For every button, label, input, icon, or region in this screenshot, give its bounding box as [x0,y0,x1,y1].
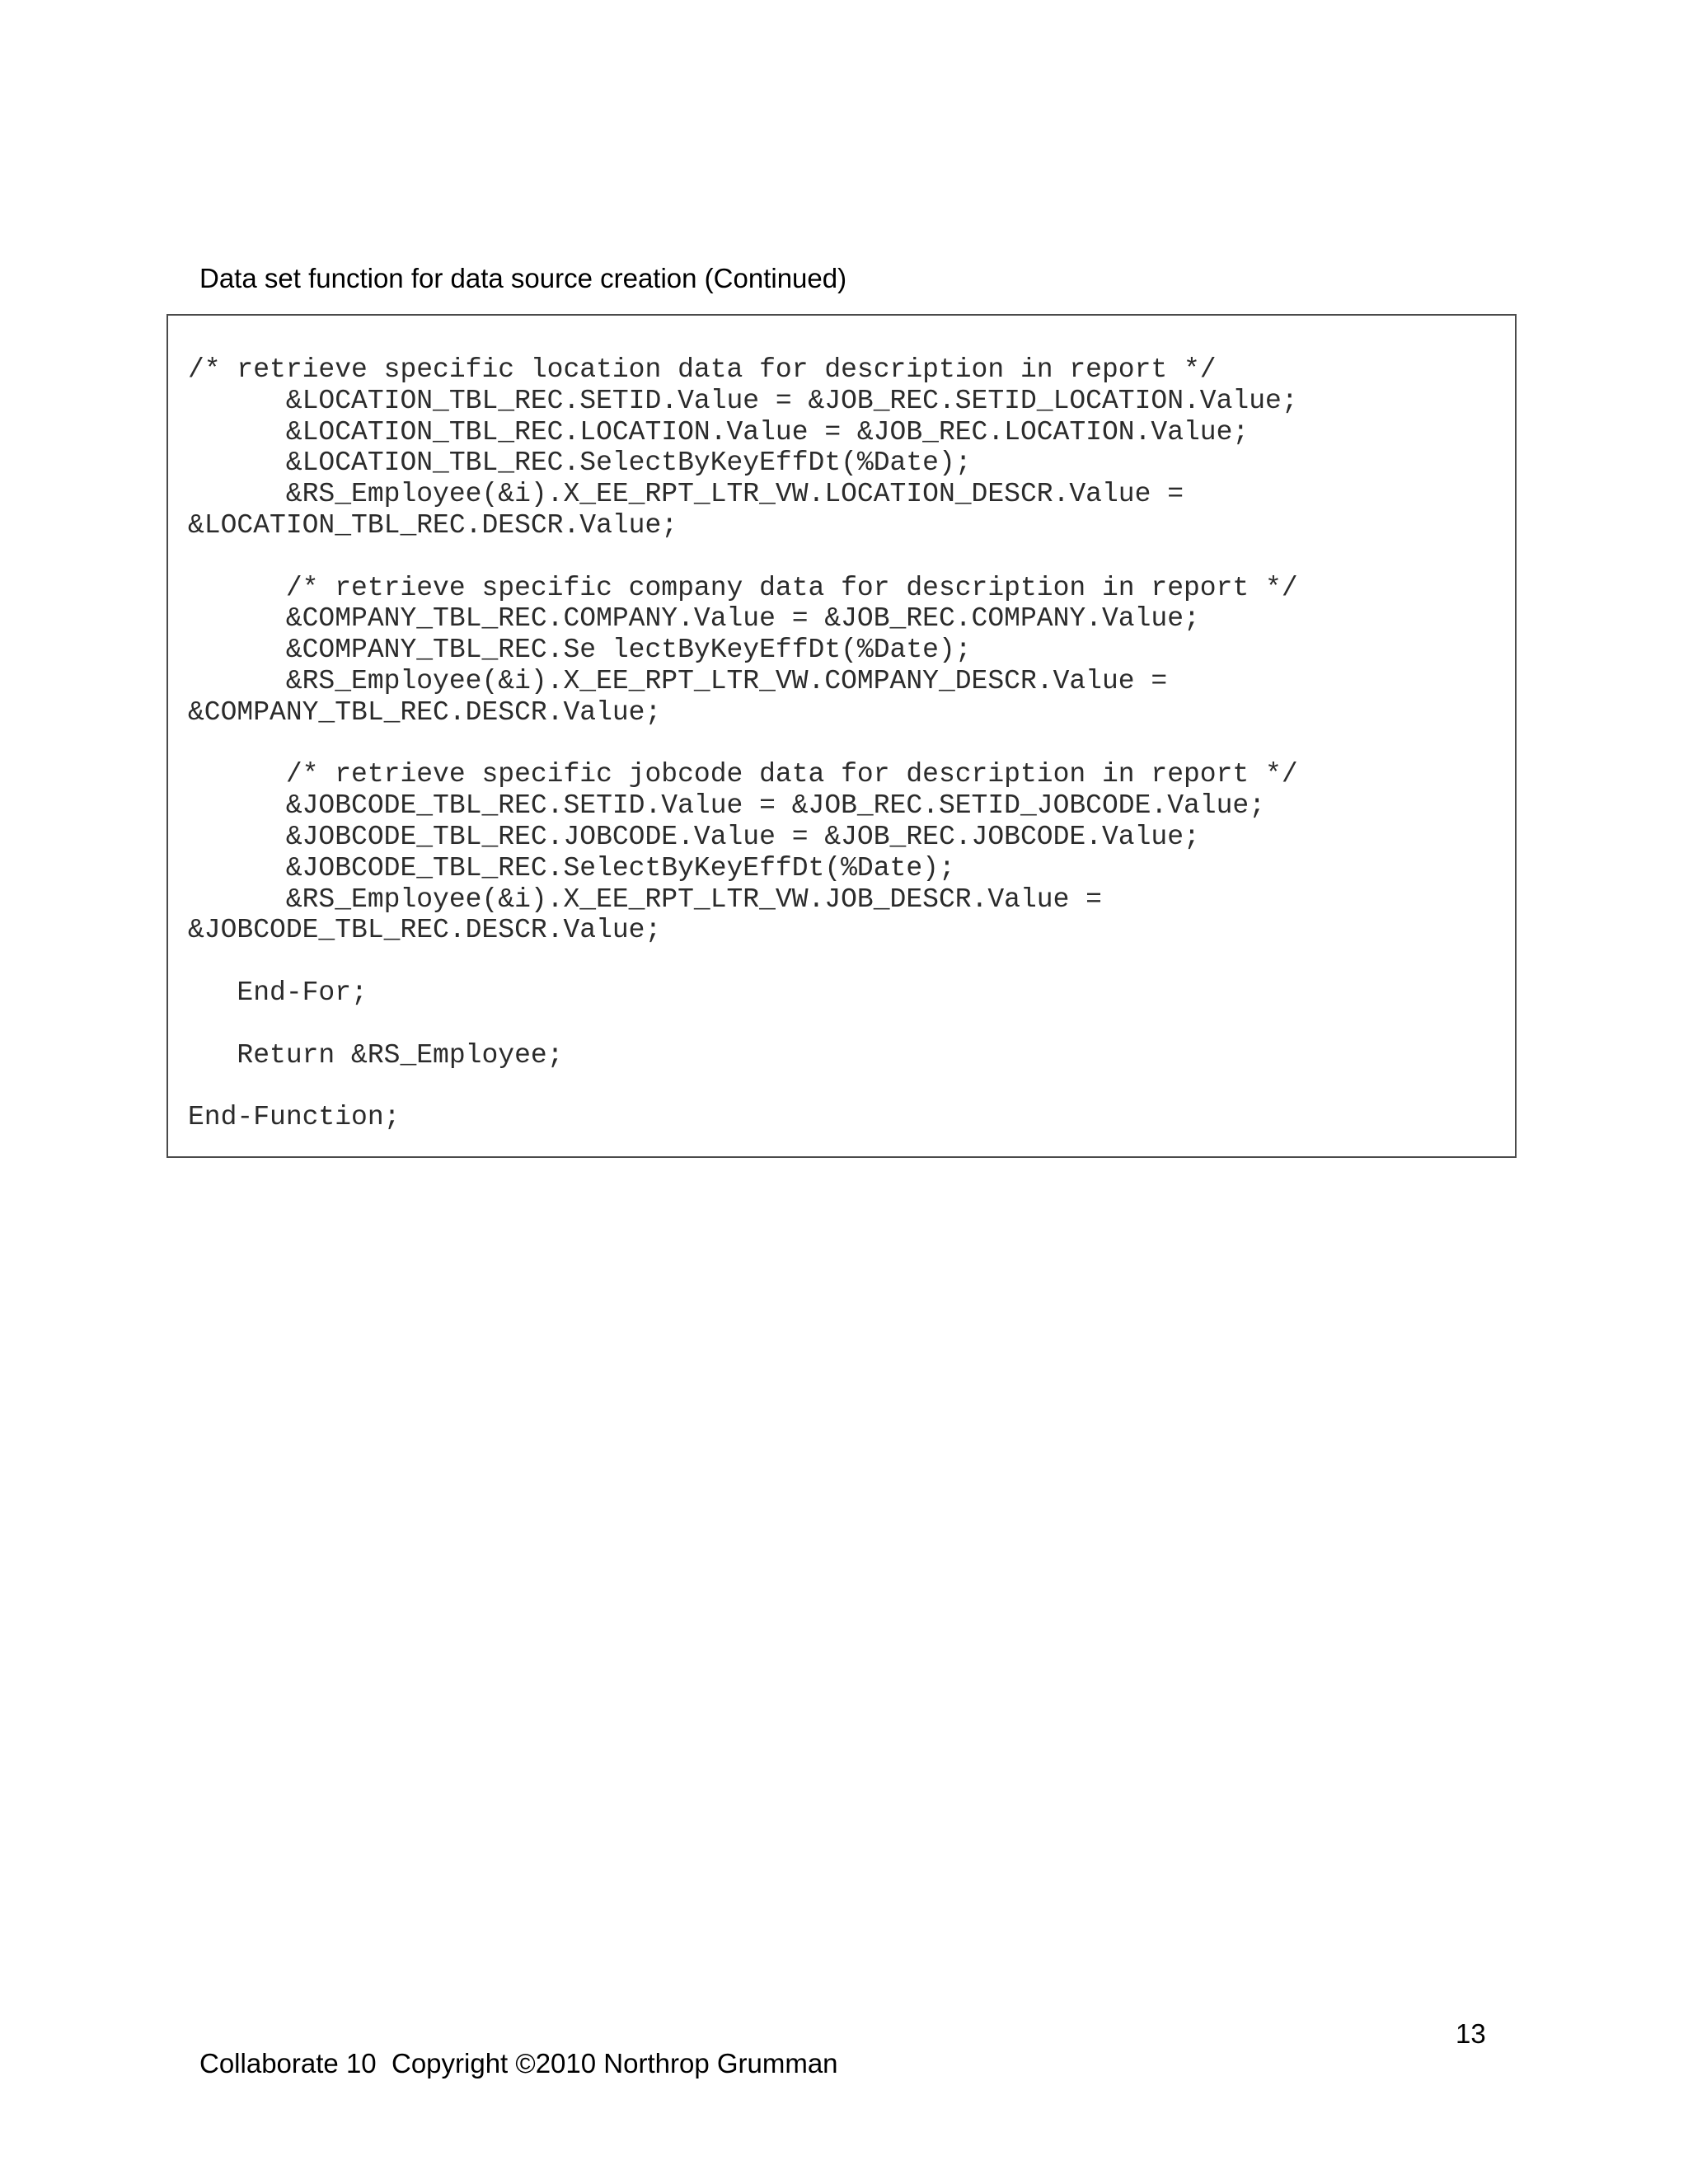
code-line: /* retrieve specific location data for description in report */ [188,354,1217,385]
code-line: End-For; [188,977,368,1008]
code-listing-caption: Data set function for data source creation (Continued) [199,263,847,293]
code-line: &RS_Employee(&i).X_EE_RPT_LTR_VW.LOCATION_DESCR.Value = [188,479,1184,510]
code-line [188,946,1298,977]
code-line: &COMPANY_TBL_REC.DESCR.Value; [188,696,662,728]
code-line: &COMPANY_TBL_REC.Se lectByKeyEffDt(%Date); [188,635,972,666]
code-line: &LOCATION_TBL_REC.LOCATION.Value = &JOB_REC.LOCATION.Value; [188,416,1250,448]
code-line: /* retrieve specific jobcode data for description in report */ [188,759,1298,790]
page-footer: Collaborate 10 Copyright ©2010 Northrop Grumman [199,2048,838,2079]
code-line: &JOBCODE_TBL_REC.SETID.Value = &JOB_REC.SETID_JOBCODE.Value; [188,790,1266,822]
code-line [188,729,1298,760]
code-line: &LOCATION_TBL_REC.DESCR.Value; [188,509,678,541]
code-line: &JOBCODE_TBL_REC.JOBCODE.Value = &JOB_REC.JOBCODE.Value; [188,821,1200,852]
page-number: 13 [1456,2018,1486,2049]
code-line: Return &RS_Employee; [188,1039,564,1071]
code-line: &COMPANY_TBL_REC.COMPANY.Value = &JOB_REC.COMPANY.Value; [188,603,1200,635]
code-line: &RS_Employee(&i).X_EE_RPT_LTR_VW.JOB_DESCR.Value = [188,883,1102,915]
code-line [188,1071,1298,1102]
code-line: End-Function; [188,1102,401,1133]
code-line [188,541,1298,573]
code-line: &LOCATION_TBL_REC.SETID.Value = &JOB_REC.SETID_LOCATION.Value; [188,385,1298,416]
code-line: &RS_Employee(&i).X_EE_RPT_LTR_VW.COMPANY_DESCR.Value = [188,665,1168,696]
code-line: &LOCATION_TBL_REC.SelectByKeyEffDt(%Date); [188,448,972,479]
code-line: &JOBCODE_TBL_REC.DESCR.Value; [188,915,662,946]
code-listing [188,354,1298,1133]
code-line: &JOBCODE_TBL_REC.SelectByKeyEffDt(%Date); [188,852,955,883]
code-line [188,1009,1298,1040]
code-line: /* retrieve specific company data for description in report */ [188,572,1298,603]
